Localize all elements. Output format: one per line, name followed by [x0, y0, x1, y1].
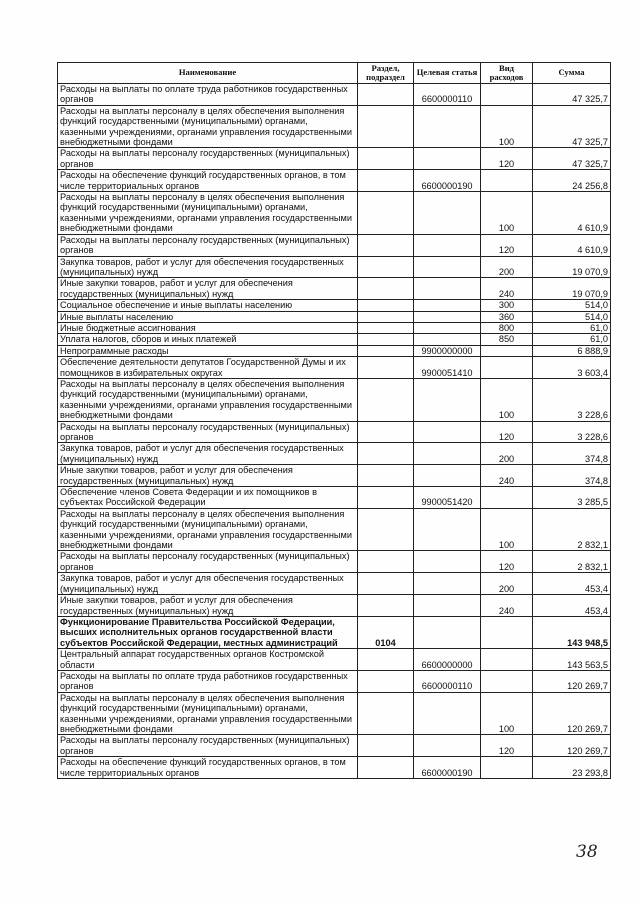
row-name: Расходы на выплаты персоналу в целях обеспечения выполнения функций государственными (муниципальными) органами, казенными учреждениями, органами управления государственными внебюджетными фондами: [58, 692, 358, 735]
row-name: Иные закупки товаров, работ и услуг для обеспечения государственных (муниципальных) нужд: [58, 595, 358, 617]
table-row: [58, 311, 611, 322]
row-kind: 100: [481, 192, 533, 235]
row-sum: 3 603,4: [533, 357, 611, 379]
row-name: Центральный аппарат государственных органов Костромской области: [58, 649, 358, 671]
table-row: [58, 378, 611, 421]
row-target: 6600000110: [414, 84, 481, 106]
table-body: [58, 84, 611, 779]
row-section: [358, 692, 414, 735]
table-row: [58, 551, 611, 573]
table-row: [58, 105, 611, 148]
row-name: Расходы на обеспечение функций государственных органов, в том числе территориальных органов: [58, 757, 358, 779]
row-sum: 47 325,7: [533, 84, 611, 106]
row-section: [358, 573, 414, 595]
row-name: Непрограммные расходы: [58, 345, 358, 356]
row-sum: 120 269,7: [533, 735, 611, 757]
row-target: 9900051420: [414, 487, 481, 509]
row-kind: 120: [481, 551, 533, 573]
row-name: Закупка товаров, работ и услуг для обеспечения государственных (муниципальных) нужд: [58, 256, 358, 278]
row-sum: 514,0: [533, 300, 611, 311]
row-section: [358, 508, 414, 551]
table-row: [58, 649, 611, 671]
table-row: [58, 84, 611, 106]
row-kind: [481, 357, 533, 379]
header-name: Наименование: [58, 63, 358, 84]
row-kind: [481, 345, 533, 356]
row-target: [414, 234, 481, 256]
row-kind: 120: [481, 148, 533, 170]
row-name: Расходы на выплаты персоналу в целях обеспечения выполнения функций государственными (муниципальными) органами, казенными учреждениями, органами управления государственными внебюджетными фондами: [58, 378, 358, 421]
row-name: Обеспечение деятельности депутатов Государственной Думы и их помощников в избирательных округах: [58, 357, 358, 379]
row-kind: [481, 84, 533, 106]
table-row: [58, 192, 611, 235]
row-section: [358, 278, 414, 300]
table-row: [58, 465, 611, 487]
table-row: [58, 170, 611, 192]
row-sum: 2 832,1: [533, 508, 611, 551]
row-sum: 374,8: [533, 465, 611, 487]
table-row: [58, 573, 611, 595]
row-section: [358, 670, 414, 692]
row-sum: 143 948,5: [533, 616, 611, 648]
row-name: Социальное обеспечение и иные выплаты населению: [58, 300, 358, 311]
row-sum: 61,0: [533, 334, 611, 345]
row-kind: 100: [481, 105, 533, 148]
row-kind: 240: [481, 278, 533, 300]
row-section: [358, 322, 414, 333]
page-number: 38: [576, 842, 598, 862]
row-section: [358, 256, 414, 278]
row-sum: 61,0: [533, 322, 611, 333]
row-section: 0104: [358, 616, 414, 648]
row-sum: 24 256,8: [533, 170, 611, 192]
row-sum: 6 888,9: [533, 345, 611, 356]
row-sum: 514,0: [533, 311, 611, 322]
header-sum: Сумма: [533, 63, 611, 84]
row-name: Уплата налогов, сборов и иных платежей: [58, 334, 358, 345]
table-row: [58, 421, 611, 443]
row-kind: [481, 649, 533, 671]
table-row: [58, 735, 611, 757]
row-section: [358, 148, 414, 170]
row-name: Расходы на выплаты персоналу государственных (муниципальных) органов: [58, 421, 358, 443]
row-section: [358, 334, 414, 345]
row-sum: 4 610,9: [533, 192, 611, 235]
row-name: Расходы на выплаты персоналу государственных (муниципальных) органов: [58, 551, 358, 573]
row-section: [358, 105, 414, 148]
header-target: Целевая статья: [414, 63, 481, 84]
row-kind: [481, 616, 533, 648]
table-row: [58, 334, 611, 345]
row-section: [358, 595, 414, 617]
table-row: [58, 616, 611, 648]
row-kind: 120: [481, 234, 533, 256]
table-row: [58, 234, 611, 256]
row-name: Расходы на выплаты персоналу государственных (муниципальных) органов: [58, 148, 358, 170]
row-name: Иные закупки товаров, работ и услуг для обеспечения государственных (муниципальных) нужд: [58, 278, 358, 300]
row-section: [358, 300, 414, 311]
header-kind: Вид расходов: [481, 63, 533, 84]
row-kind: [481, 487, 533, 509]
row-target: [414, 735, 481, 757]
row-name: Расходы на выплаты персоналу в целях обеспечения выполнения функций государственными (муниципальными) органами, казенными учреждениями, органами управления государственными внебюджетными фондами: [58, 105, 358, 148]
row-target: [414, 692, 481, 735]
row-section: [358, 443, 414, 465]
table-row: [58, 322, 611, 333]
budget-table: [57, 62, 611, 779]
table-row: [58, 670, 611, 692]
row-sum: 453,4: [533, 595, 611, 617]
row-sum: 3 285,5: [533, 487, 611, 509]
row-target: [414, 278, 481, 300]
row-kind: 240: [481, 465, 533, 487]
row-section: [358, 311, 414, 322]
row-target: 9900051410: [414, 357, 481, 379]
row-target: [414, 573, 481, 595]
row-name: Закупка товаров, работ и услуг для обеспечения государственных (муниципальных) нужд: [58, 443, 358, 465]
row-target: [414, 508, 481, 551]
row-sum: 19 070,9: [533, 256, 611, 278]
row-section: [358, 234, 414, 256]
row-kind: 120: [481, 735, 533, 757]
row-kind: 100: [481, 378, 533, 421]
row-target: [414, 311, 481, 322]
row-kind: 800: [481, 322, 533, 333]
row-name: Закупка товаров, работ и услуг для обеспечения государственных (муниципальных) нужд: [58, 573, 358, 595]
row-section: [358, 465, 414, 487]
row-name: Расходы на выплаты персоналу в целях обеспечения выполнения функций государственными (муниципальными) органами, казенными учреждениями, органами управления государственными внебюджетными фондами: [58, 192, 358, 235]
row-sum: 4 610,9: [533, 234, 611, 256]
row-name: Расходы на выплаты по оплате труда работников государственных органов: [58, 670, 358, 692]
row-section: [358, 345, 414, 356]
row-section: [358, 649, 414, 671]
row-kind: 850: [481, 334, 533, 345]
row-sum: 120 269,7: [533, 670, 611, 692]
table-row: [58, 487, 611, 509]
row-target: [414, 443, 481, 465]
row-section: [358, 421, 414, 443]
row-name: Функционирование Правительства Российской Федерации, высших исполнительных органов государственной власти субъектов Российской Федерации, местных администраций: [58, 616, 358, 648]
table-row: [58, 357, 611, 379]
table-row: [58, 757, 611, 779]
row-section: [358, 757, 414, 779]
row-target: 6600000190: [414, 757, 481, 779]
row-section: [358, 551, 414, 573]
table-row: [58, 256, 611, 278]
row-kind: [481, 757, 533, 779]
row-sum: 3 228,6: [533, 421, 611, 443]
row-name: Расходы на выплаты персоналу государственных (муниципальных) органов: [58, 735, 358, 757]
row-sum: 374,8: [533, 443, 611, 465]
row-sum: 2 832,1: [533, 551, 611, 573]
row-kind: 200: [481, 443, 533, 465]
table-row: [58, 508, 611, 551]
table-row: [58, 278, 611, 300]
row-name: Иные бюджетные ассигнования: [58, 322, 358, 333]
row-sum: 3 228,6: [533, 378, 611, 421]
table-row: [58, 692, 611, 735]
row-name: Расходы на выплаты по оплате труда работников государственных органов: [58, 84, 358, 106]
row-name: Расходы на выплаты персоналу в целях обеспечения выполнения функций государственными (муниципальными) органами, казенными учреждениями, органами управления государственными внебюджетными фондами: [58, 508, 358, 551]
row-target: 6600000190: [414, 170, 481, 192]
row-kind: [481, 170, 533, 192]
row-kind: 200: [481, 573, 533, 595]
row-section: [358, 84, 414, 106]
row-sum: 47 325,7: [533, 105, 611, 148]
row-kind: 100: [481, 508, 533, 551]
row-target: [414, 105, 481, 148]
row-sum: 143 563,5: [533, 649, 611, 671]
row-target: [414, 465, 481, 487]
row-target: [414, 322, 481, 333]
row-name: Иные закупки товаров, работ и услуг для обеспечения государственных (муниципальных) нужд: [58, 465, 358, 487]
row-sum: 453,4: [533, 573, 611, 595]
table-row: [58, 345, 611, 356]
row-kind: 360: [481, 311, 533, 322]
row-sum: 47 325,7: [533, 148, 611, 170]
table-row: [58, 300, 611, 311]
row-section: [358, 357, 414, 379]
row-kind: 300: [481, 300, 533, 311]
row-kind: 200: [481, 256, 533, 278]
row-name: Обеспечение членов Совета Федерации и их помощников в субъектах Российской Федерации: [58, 487, 358, 509]
row-kind: 120: [481, 421, 533, 443]
row-target: [414, 616, 481, 648]
row-kind: [481, 670, 533, 692]
row-target: [414, 192, 481, 235]
row-target: [414, 551, 481, 573]
row-target: [414, 378, 481, 421]
table-row: [58, 443, 611, 465]
row-section: [358, 487, 414, 509]
row-target: 6600000110: [414, 670, 481, 692]
row-name: Иные выплаты населению: [58, 311, 358, 322]
row-sum: 120 269,7: [533, 692, 611, 735]
row-name: Расходы на выплаты персоналу государственных (муниципальных) органов: [58, 234, 358, 256]
row-target: [414, 595, 481, 617]
row-name: Расходы на обеспечение функций государственных органов, в том числе территориальных органов: [58, 170, 358, 192]
table-row: [58, 148, 611, 170]
row-target: [414, 421, 481, 443]
header-section: Раздел, подраздел: [358, 63, 414, 84]
row-section: [358, 192, 414, 235]
row-kind: 240: [481, 595, 533, 617]
row-section: [358, 735, 414, 757]
row-target: 6600000000: [414, 649, 481, 671]
row-sum: 23 293,8: [533, 757, 611, 779]
table-header-row: [58, 63, 611, 84]
row-target: [414, 334, 481, 345]
row-target: 9900000000: [414, 345, 481, 356]
row-kind: 100: [481, 692, 533, 735]
row-target: [414, 300, 481, 311]
table-row: [58, 595, 611, 617]
row-target: [414, 256, 481, 278]
row-section: [358, 378, 414, 421]
row-target: [414, 148, 481, 170]
row-sum: 19 070,9: [533, 278, 611, 300]
row-section: [358, 170, 414, 192]
